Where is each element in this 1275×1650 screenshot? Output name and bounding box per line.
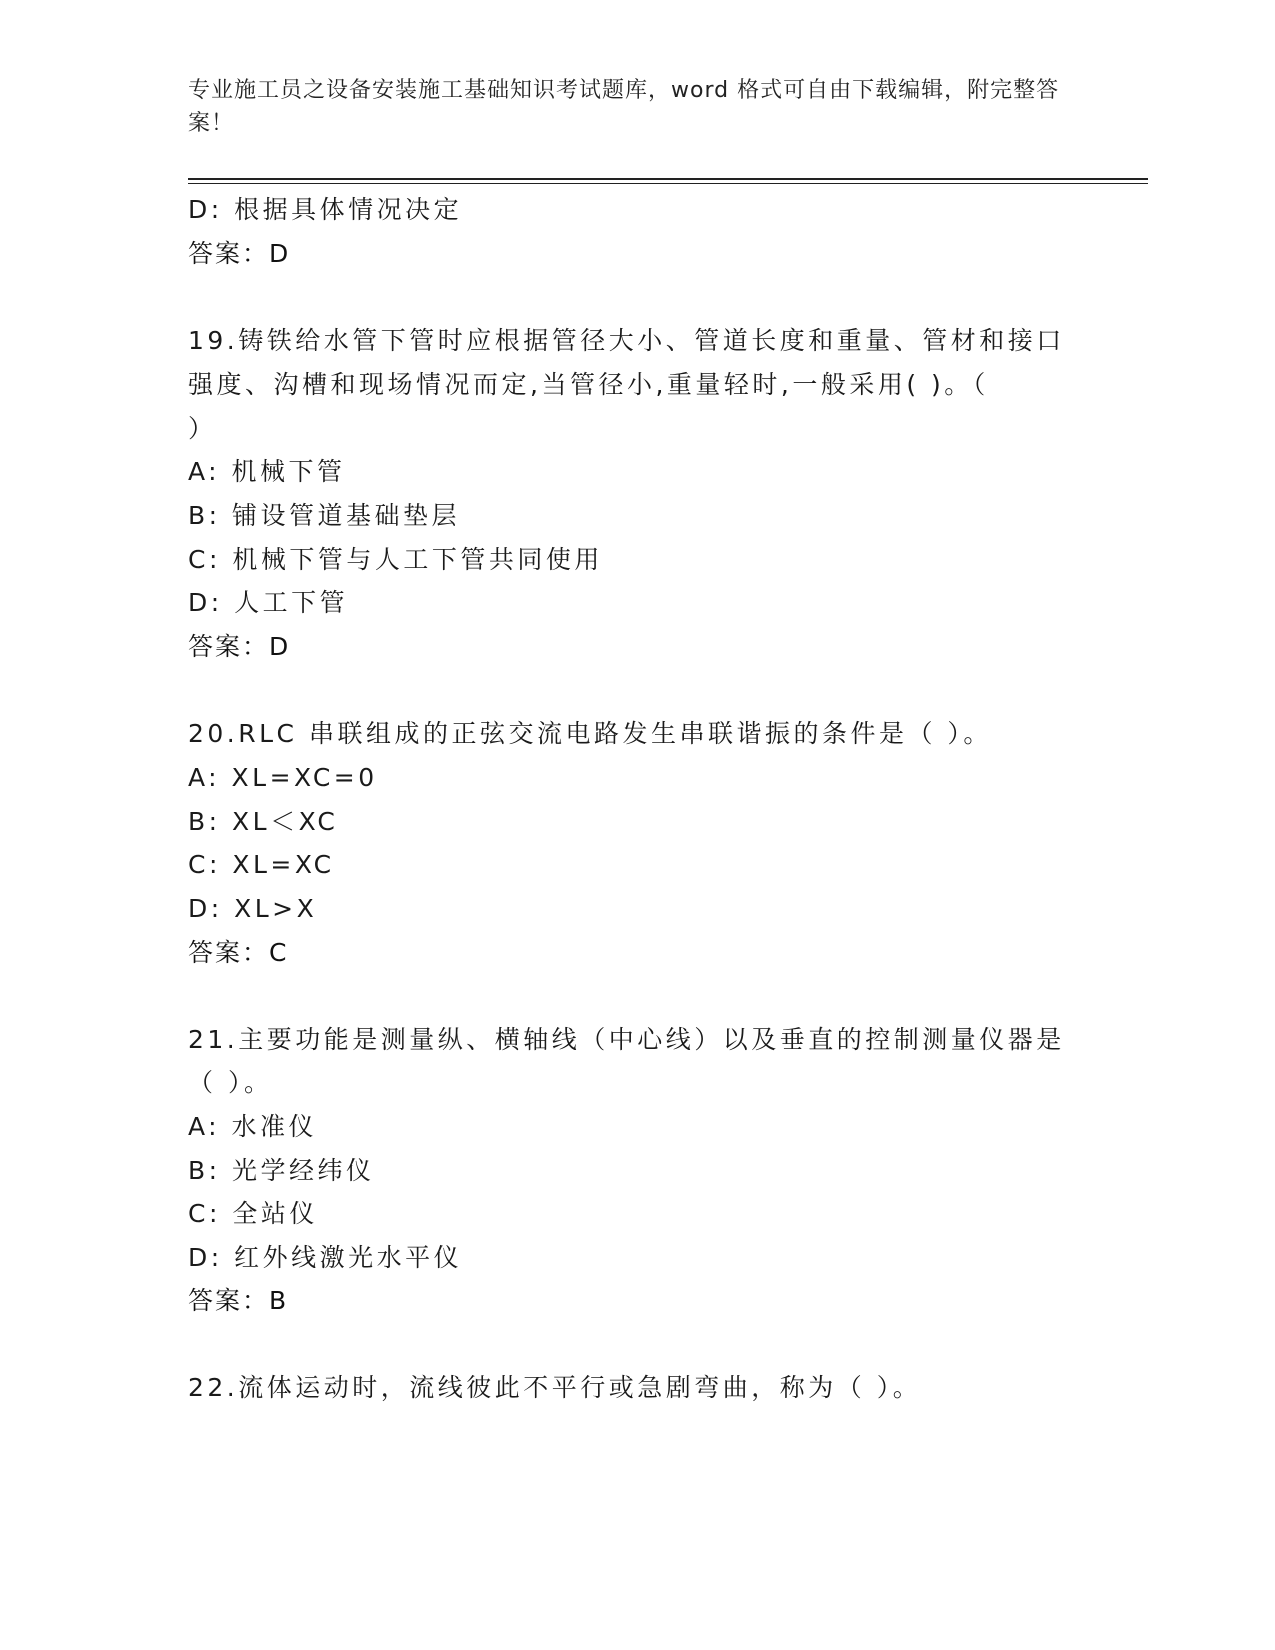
- q20-option-c: C: XL=XC: [188, 850, 335, 879]
- q20-option-b: B: XL＜XC: [188, 807, 339, 836]
- q22-stem-line-1: 22.流体运动时，流线彼此不平行或急剧弯曲，称为（ ）。: [188, 1373, 922, 1402]
- q20-option-a: A: XL=XC=0: [188, 763, 378, 792]
- q20-option-d: D: XL>X: [188, 894, 318, 923]
- q19-option-c: C: 机械下管与人工下管共同使用: [188, 545, 603, 574]
- q21-option-c: C: 全站仪: [188, 1199, 318, 1228]
- q21-option-b: B: 光学经纬仪: [188, 1156, 375, 1185]
- document-header: 专业施工员之设备安装施工基础知识考试题库，word 格式可自由下载编辑，附完整答案！: [188, 78, 1060, 136]
- q21-option-a: A: 水准仪: [188, 1112, 318, 1141]
- q21-stem-line-1: 21.主要功能是测量纵、横轴线（中心线）以及垂直的控制测量仪器是: [188, 1025, 1065, 1054]
- q21-answer: 答案：B: [188, 1286, 289, 1315]
- q21-stem-line-2: （ ）。: [188, 1068, 273, 1097]
- q21-option-d: D: 红外线激光水平仪: [188, 1243, 463, 1272]
- q19-option-b: B: 铺设管道基础垫层: [188, 501, 461, 530]
- q19-option-d: D: 人工下管: [188, 588, 349, 617]
- q19-stem-line-2: 强度、沟槽和现场情况而定,当管径小,重量轻时,一般采用( )。（: [188, 370, 989, 399]
- q18-option-d: D: 根据具体情况决定: [188, 195, 463, 224]
- q18-answer: 答案：D: [188, 239, 291, 268]
- header-divider-thin: [188, 183, 1148, 184]
- q19-stem-line-1: 19.铸铁给水管下管时应根据管径大小、管道长度和重量、管材和接口: [188, 326, 1065, 355]
- q20-answer: 答案：C: [188, 938, 289, 967]
- q19-answer: 答案：D: [188, 632, 291, 661]
- q19-stem-line-3: ）: [188, 414, 217, 443]
- header-divider-thick: [188, 178, 1148, 180]
- q20-stem-line-1: 20.RLC 串联组成的正弦交流电路发生串联谐振的条件是（ ）。: [188, 719, 992, 748]
- q19-option-a: A: 机械下管: [188, 457, 346, 486]
